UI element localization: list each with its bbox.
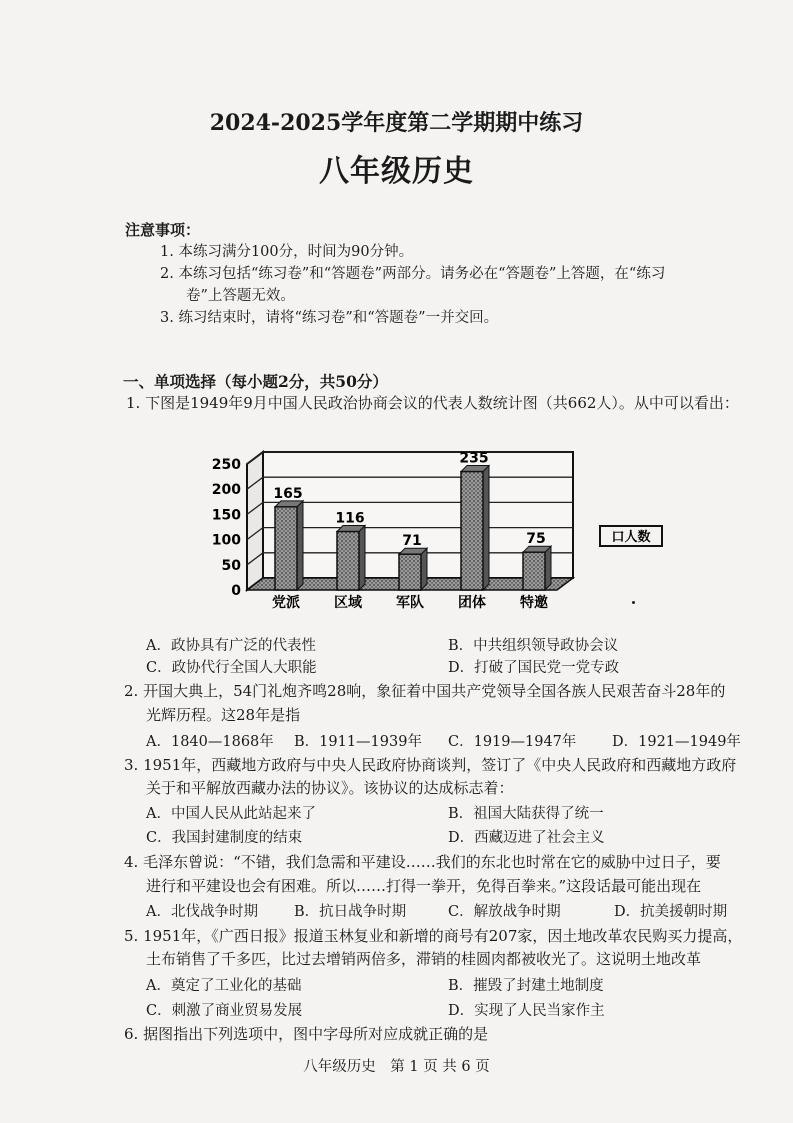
chart-bar-side <box>483 466 489 590</box>
chart-y-tick-label: 200 <box>211 482 241 499</box>
chart-bar <box>461 472 483 590</box>
page-footer: 八年级历史 第 1 页 共 6 页 <box>303 1059 490 1075</box>
q5-option-b: B．摧毁了封建土地制度 <box>448 978 604 994</box>
q3-option-d: D．西藏迈进了社会主义 <box>448 830 605 846</box>
question-2-stem-cont: 光辉历程。这28年是指 <box>146 706 301 724</box>
q4-option-a: A．北伐战争时期 <box>146 904 258 920</box>
question-3-stem: 3. 1951年，西藏地方政府与中央人民政府协商谈判，签订了《中央人民政府和西藏地方政府 <box>124 756 737 774</box>
question-6-stem: 6. 据图指出下列选项中，图中字母所对应成就正确的是 <box>124 1025 489 1043</box>
chart-bar-side <box>421 548 427 590</box>
chart-bar <box>399 554 421 590</box>
question-2-stem: 2. 开国大典上，54门礼炮齐鸣28响，象征着中国共产党领导全国各族人民艰苦奋斗28年的 <box>124 682 726 700</box>
q1-option-d: D．打破了国民党一党专政 <box>448 660 620 676</box>
q1-option-c: C．政协代行全国人大职能 <box>146 660 317 676</box>
chart-bar <box>523 552 545 590</box>
chart-data-label: 75 <box>526 531 546 548</box>
chart-bar-side <box>297 501 303 590</box>
chart-x-tick-label: 团体 <box>458 595 486 611</box>
chart-x-tick-label: 区域 <box>334 595 362 611</box>
q3-option-b: B．祖国大陆获得了统一 <box>448 806 604 822</box>
q5-option-a: A．奠定了工业化的基础 <box>146 978 302 994</box>
notice-heading: 注意事项： <box>125 221 201 239</box>
q4-option-c: C．解放战争时期 <box>448 904 561 920</box>
question-3-stem-cont: 关于和平解放西藏办法的协议》。该协议的达成标志着： <box>146 779 514 797</box>
q2-option-a: A．1840—1868年 <box>146 734 274 750</box>
question-4-stem: 4. 毛泽东曾说：“不错，我们急需和平建设……我们的东北也时常在它的威胁中过日子，要 <box>124 853 721 871</box>
q1-option-a: A．政协具有广泛的代表性 <box>146 638 316 654</box>
chart-bar-side <box>359 526 365 590</box>
chart-bar-side <box>545 546 551 590</box>
section-heading: 一、单项选择（每小题2分，共50分） <box>123 372 388 391</box>
notice-item: 卷”上答题无效。 <box>186 288 295 304</box>
chart-data-label: 116 <box>335 510 365 527</box>
chart-side-wall <box>247 452 263 590</box>
chart-data-label: 165 <box>273 485 303 502</box>
chart-data-label: 71 <box>402 533 422 550</box>
notice-item: 2. 本练习包括“练习卷”和“答题卷”两部分。请务必在“答题卷”上答题，在“练习 <box>160 266 666 282</box>
q4-option-b: B．抗日战争时期 <box>294 904 407 920</box>
q3-option-a: A．中国人民从此站起来了 <box>146 806 316 822</box>
chart-y-tick-label: 50 <box>221 557 241 574</box>
chart-y-tick-label: 150 <box>211 507 241 524</box>
exam-title: 2024-2025学年度第二学期期中练习 <box>209 110 584 136</box>
chart-x-tick-label: 党派 <box>272 595 300 611</box>
q2-option-d: D．1921—1949年 <box>612 734 741 750</box>
notice-item: 3. 练习结束时，请将“练习卷”和“答题卷”一并交回。 <box>160 310 499 326</box>
speck <box>632 601 635 604</box>
q5-option-c: C．刺激了商业贸易发展 <box>146 1003 303 1019</box>
question-1-stem: 1. 下图是1949年9月中国人民政治协商会议的代表人数统计图（共662人）。从中可以看出： <box>126 394 739 412</box>
q1-option-b: B．中共组织领导政协会议 <box>448 638 619 654</box>
question-4-stem-cont: 进行和平建设也会有困难。所以……打得一拳开，免得百拳来。”这段话最可能出现在 <box>146 877 702 895</box>
chart-legend <box>600 526 662 546</box>
delegate-bar-chart <box>205 440 675 620</box>
question-5-stem-cont: 土布销售了千多匹，比过去增销两倍多，滞销的桂圆肉都被收光了。这说明土地改革 <box>146 950 702 968</box>
q2-option-b: B．1911—1939年 <box>294 734 422 750</box>
notice-item: 1. 本练习满分100分，时间为90分钟。 <box>160 244 414 260</box>
chart-y-tick-label: 0 <box>231 583 241 599</box>
legend-label: 口人数 <box>611 530 651 545</box>
chart-bar <box>337 532 359 590</box>
chart-y-tick-label: 250 <box>211 457 241 473</box>
q5-option-d: D．实现了人民当家作主 <box>448 1003 605 1019</box>
chart-bar <box>275 507 297 590</box>
subject-title: 八年级历史 <box>319 154 474 189</box>
chart-data-label: 235 <box>459 450 489 467</box>
chart-y-tick-label: 100 <box>211 532 241 549</box>
q2-option-c: C．1919—1947年 <box>448 734 577 750</box>
q3-option-c: C．我国封建制度的结束 <box>146 830 303 846</box>
chart-x-tick-label: 特邀 <box>520 595 548 611</box>
question-5-stem: 5. 1951年，《广西日报》报道玉林复业和新增的商号有207家，因土地改革农民购买力提高， <box>124 927 743 945</box>
q4-option-d: D．抗美援朝时期 <box>614 904 728 920</box>
chart-x-tick-label: 军队 <box>396 595 424 611</box>
